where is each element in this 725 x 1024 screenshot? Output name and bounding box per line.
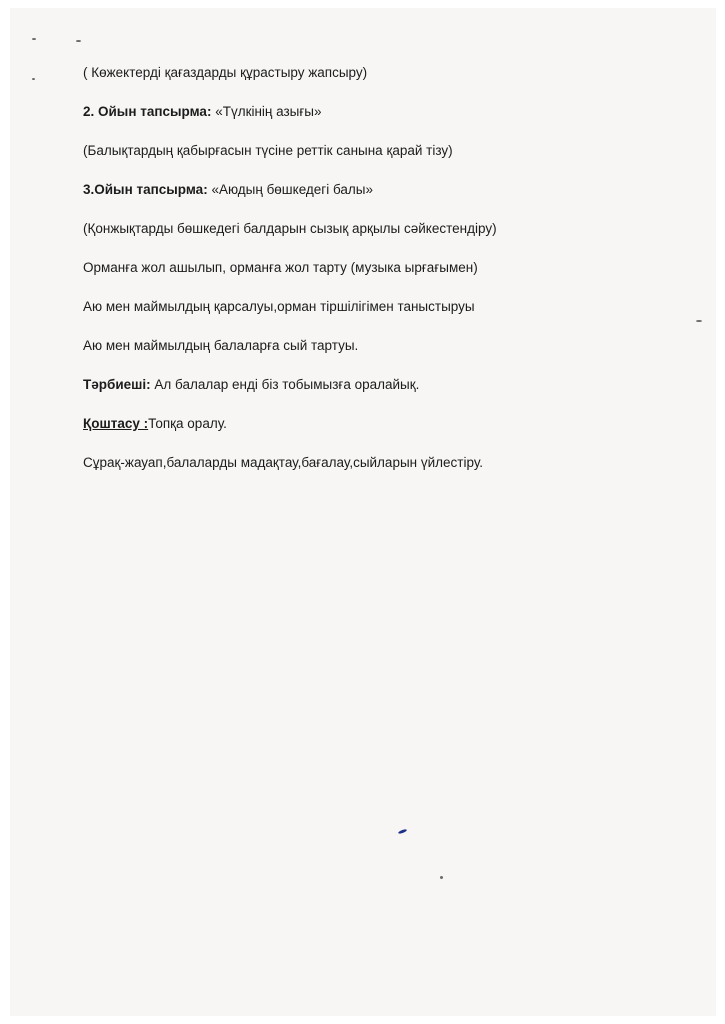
line-text: «Аюдың бөшкедегі балы»: [207, 182, 373, 197]
text-line: [83, 103, 683, 121]
text-line: [83, 220, 683, 238]
line-text: Топқа оралу.: [148, 416, 227, 431]
scan-speck: [696, 320, 702, 322]
text-line: [83, 415, 683, 433]
document-body: [83, 64, 683, 472]
line-text: Ал балалар енді біз тобымызға оралайық.: [150, 377, 420, 392]
line-text: (Қонжықтарды бөшкедегі балдарын сызық арқылы сәйкестендіру): [83, 221, 497, 236]
line-text: Сұрақ-жауап,балаларды мадақтау,бағалау,сыйларын үйлестіру.: [83, 455, 483, 470]
scan-speck: [32, 78, 35, 80]
line-text: Аю мен маймылдың балаларға сый тартуы.: [83, 338, 359, 353]
text-line: [83, 298, 683, 316]
scan-speck: [32, 38, 36, 40]
line-label: 3.Ойын тапсырма:: [83, 182, 208, 197]
scan-speck: [76, 40, 81, 42]
text-line: [83, 181, 683, 199]
line-text: Орманға жол ашылып, орманға жол тарту (музыка ырғағымен): [83, 260, 478, 275]
scan-speck: [440, 876, 443, 879]
text-line: [83, 142, 683, 160]
text-line: [83, 454, 683, 472]
text-line: [83, 376, 683, 394]
line-text: ( Көжектерді қағаздарды құрастыру жапсыру): [83, 65, 368, 80]
scan-speck: [398, 829, 407, 835]
document-page: [10, 8, 716, 1016]
line-text: «Түлкінің азығы»: [211, 104, 322, 119]
text-line: [83, 337, 683, 355]
line-label: 2. Ойын тапсырма:: [83, 104, 212, 119]
text-line: [83, 64, 683, 82]
line-text: (Балықтардың қабырғасын түсіне реттік санына қарай тізу): [83, 143, 453, 158]
line-label: Тәрбиеші:: [83, 377, 151, 392]
line-text: Аю мен маймылдың қарсалуы,орман тіршілігімен таныстыруы: [83, 299, 475, 314]
text-line: [83, 259, 683, 277]
line-label: Қоштасу :: [83, 416, 149, 431]
